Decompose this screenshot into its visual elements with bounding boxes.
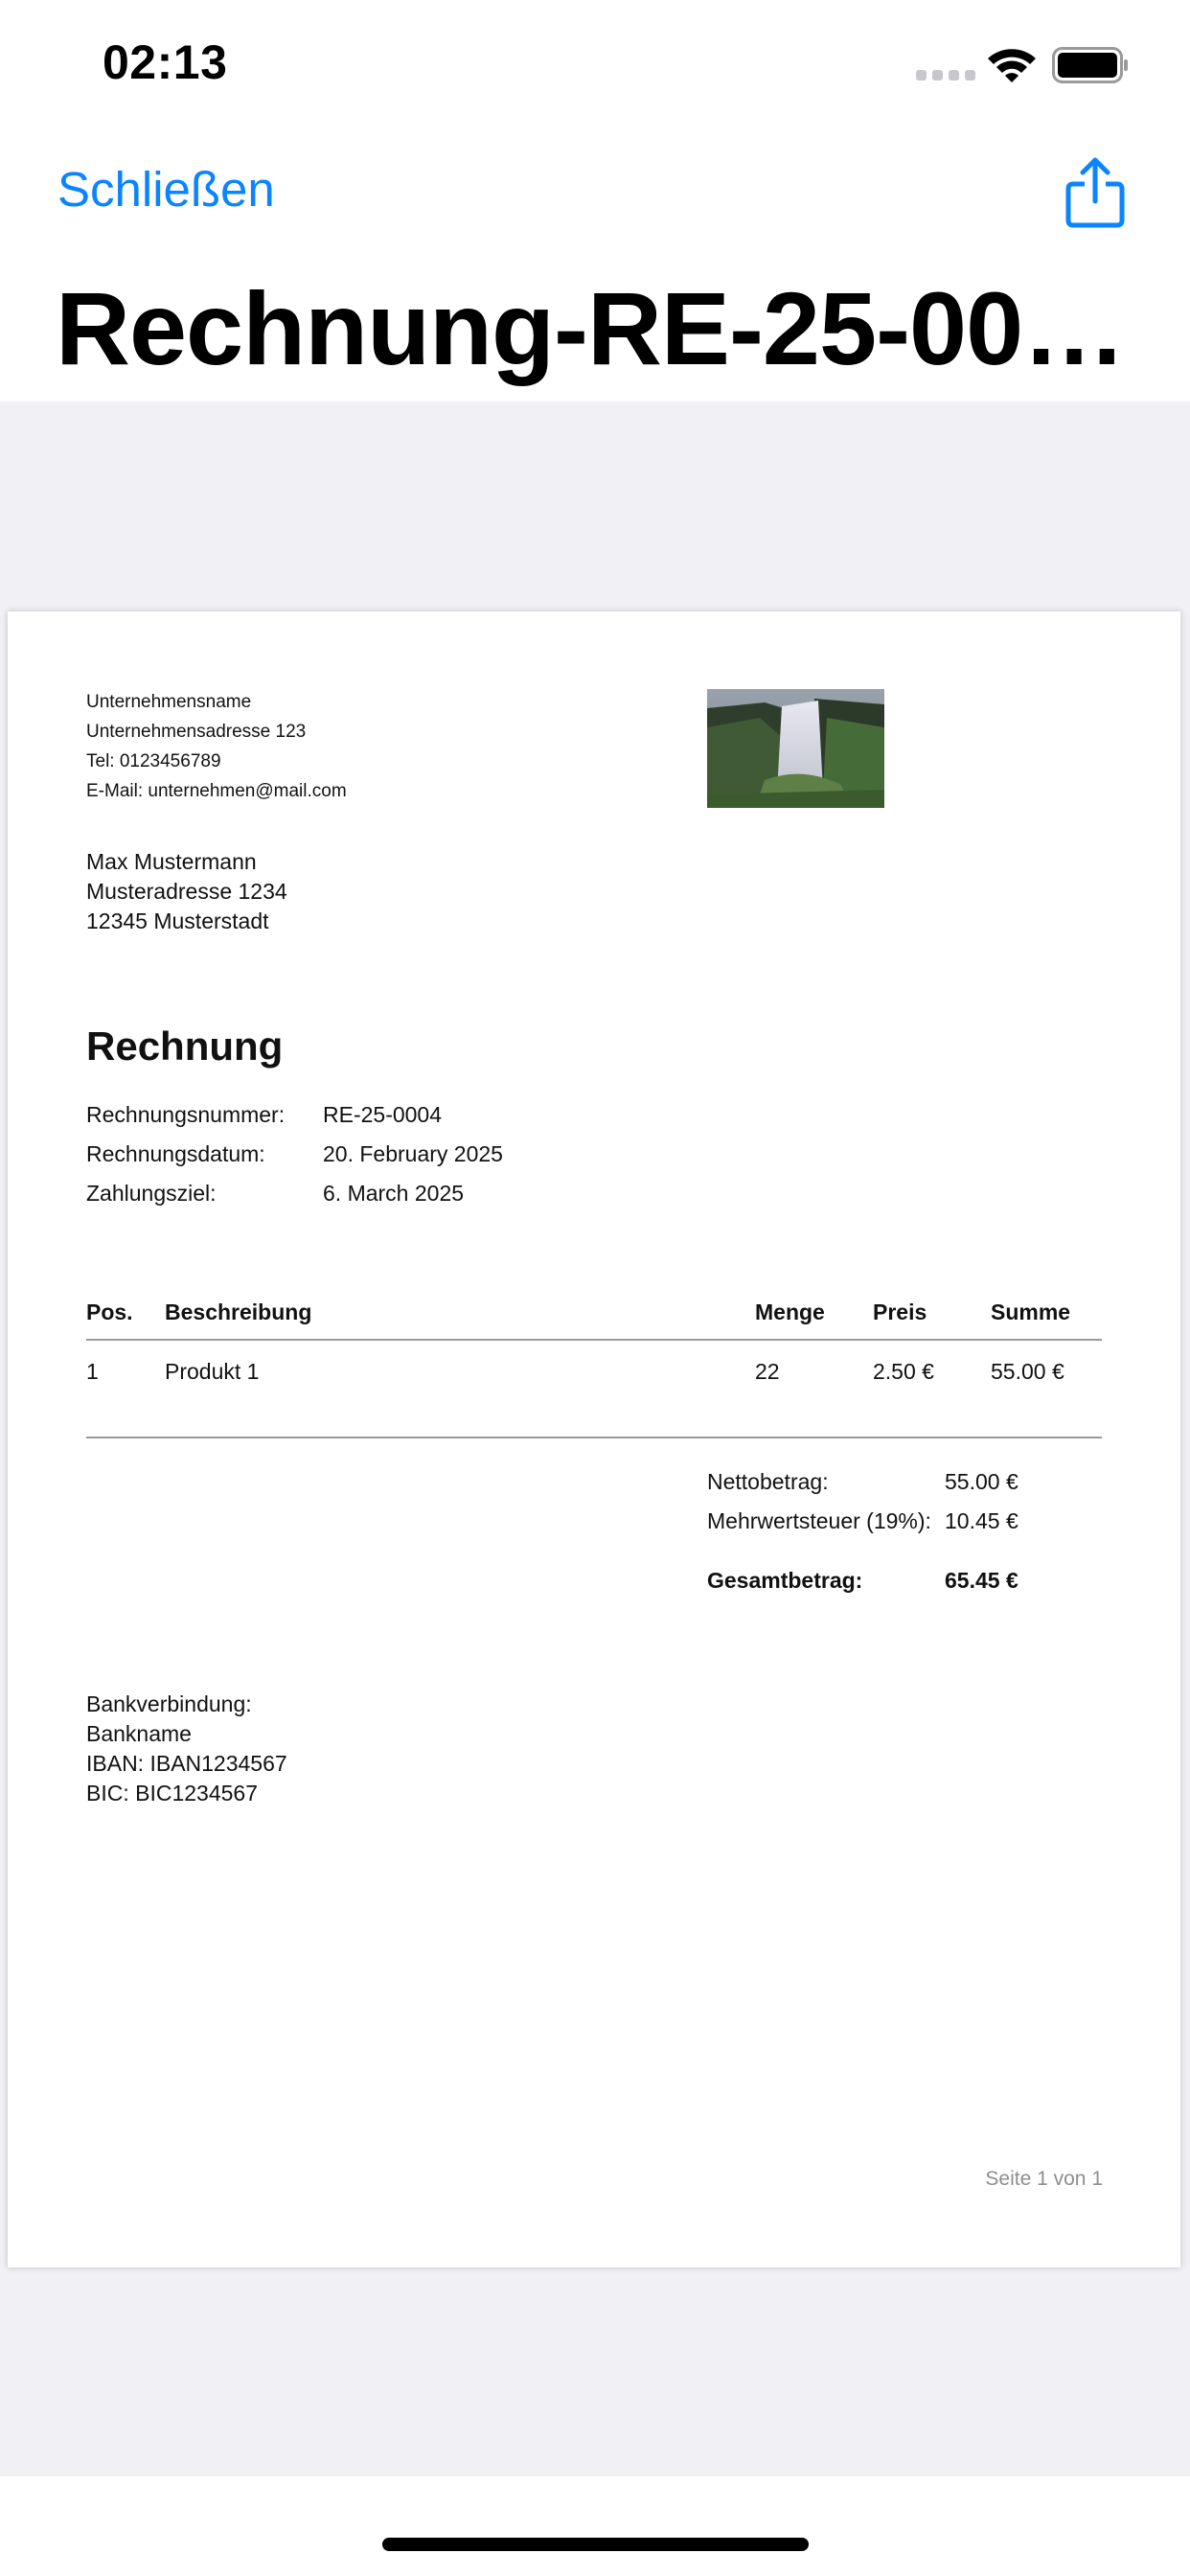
wifi-icon [985,46,1039,84]
sender-name: Unternehmensname [86,692,252,712]
sender-block [86,687,347,806]
bank-bic: BIC: BIC1234567 [86,1781,259,1806]
close-button[interactable]: Schließen [57,162,275,217]
net-value: 55.00 € [945,1469,1018,1494]
column-header-sum: Summe [991,1300,1071,1324]
bank-details [86,1690,287,1808]
cell-sum: 55.00 € [991,1359,1064,1384]
divider [86,1339,1102,1341]
sender-email: E-Mail: unternehmen@mail.com [86,781,347,801]
recipient-city: 12345 Musterstadt [86,908,269,933]
cell-pos: 1 [86,1359,99,1384]
cell-quantity: 22 [755,1359,780,1384]
status-time: 02:13 [103,35,228,89]
column-header-price: Preis [873,1300,927,1324]
table-row [86,1359,1102,1393]
vat-value: 10.45 € [945,1508,1018,1533]
page-title: Rechnung-RE-25-00… [56,270,1126,386]
invoice-title: Rechnung [86,1024,284,1069]
column-header-description: Beschreibung [165,1300,312,1324]
cell-description: Produkt 1 [165,1359,260,1384]
share-icon[interactable] [1065,157,1125,228]
meta-value: 20. February 2025 [323,1141,503,1166]
meta-label: Rechnungsnummer: [86,1102,286,1127]
page-number: Seite 1 von 1 [985,2168,1103,2190]
column-header-pos: Pos. [86,1300,133,1324]
net-label: Nettobetrag: [707,1469,829,1494]
column-header-quantity: Menge [755,1300,825,1324]
recipient-name: Max Mustermann [86,849,257,874]
sender-phone: Tel: 0123456789 [86,751,221,771]
bank-heading: Bankverbindung: [86,1691,252,1716]
home-indicator[interactable] [382,2538,809,2551]
total-label: Gesamtbetrag: [707,1568,863,1593]
meta-label: Rechnungsdatum: [86,1141,265,1166]
total-value: 65.45 € [945,1568,1018,1593]
divider [86,1437,1102,1438]
recipient-block [86,847,287,936]
vat-label: Mehrwertsteuer (19%): [707,1508,931,1533]
bank-name: Bankname [86,1721,192,1746]
cell-price: 2.50 € [873,1359,934,1384]
bank-iban: IBAN: IBAN1234567 [86,1751,287,1776]
recipient-street: Musteradresse 1234 [86,879,287,904]
meta-value: 6. March 2025 [323,1181,465,1206]
sender-address: Unternehmensadresse 123 [86,722,307,742]
company-logo-image [707,689,884,808]
table-header [86,1300,1102,1334]
cellular-signal-icon [916,70,975,80]
battery-icon [1052,47,1131,83]
meta-label: Zahlungsziel: [86,1181,217,1206]
meta-value: RE-25-0004 [323,1102,443,1127]
invoice-page[interactable] [8,611,1180,2267]
